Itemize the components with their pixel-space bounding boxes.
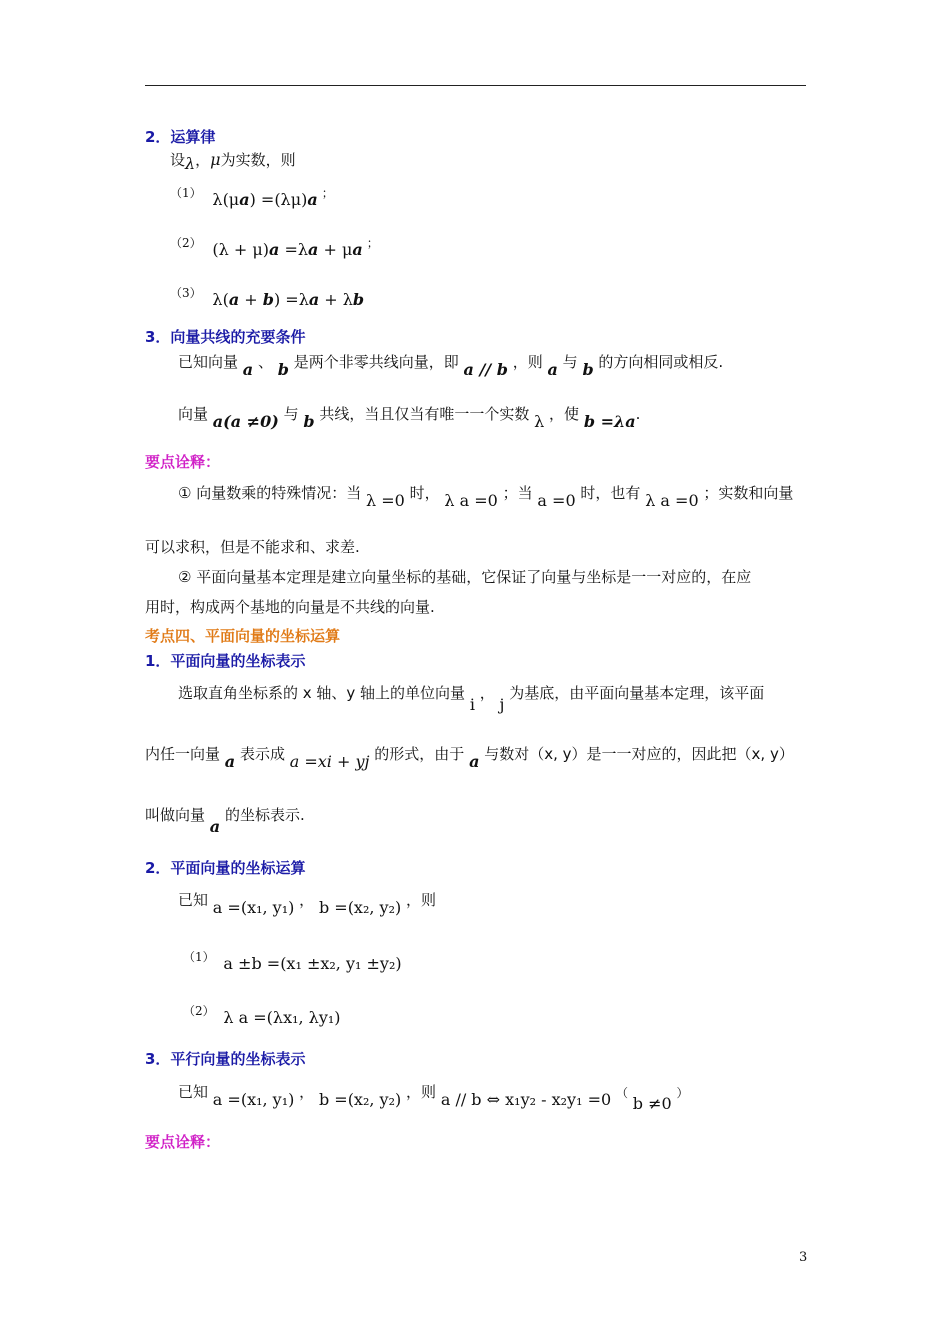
notes1-p1-cont: 可以求积，但是不能求和、求差.	[145, 538, 360, 556]
coord-op-item-2	[183, 1000, 341, 1027]
formula: λ a =0	[645, 491, 699, 510]
text: 向量	[178, 405, 209, 423]
text: 为实数，则	[220, 151, 296, 169]
item-number: （1）	[170, 186, 202, 200]
formula: a ±b =(x₁ ±x₂, y₁ ±y₂)	[223, 954, 402, 973]
formula: λ a =(λx₁, λy₁)	[223, 1008, 341, 1027]
lambda-symbol: λ	[185, 154, 196, 173]
text: ，则	[406, 1083, 437, 1101]
text: （	[615, 1086, 628, 1100]
vector-a: a	[547, 360, 558, 379]
notes1-p2: ② 平面向量基本定理是建立向量坐标的基础，它保证了向量与坐标是一一对应的，在应	[178, 568, 752, 586]
law-item-1	[170, 182, 334, 209]
vector-a: a	[469, 752, 480, 771]
text: 已知向量	[178, 353, 239, 371]
topic-four-title: 考点四、平面向量的坐标运算	[145, 627, 341, 645]
c1-line3	[145, 805, 305, 836]
text: 叫做向量	[145, 806, 206, 824]
text: 与	[283, 405, 299, 423]
formula: a =xi + yj	[289, 752, 370, 771]
coord-op-item-1	[183, 946, 402, 973]
formula: λ(a + b) =λa + λb	[212, 290, 365, 309]
formula-a-nonzero: a(a ≠0)	[212, 412, 279, 431]
lambda-symbol: λ	[534, 412, 545, 431]
text: ，	[299, 1083, 315, 1101]
text: 已知	[178, 1083, 209, 1101]
punctuation: ；	[366, 236, 379, 250]
formula-b-nonzero: b ≠0	[632, 1094, 672, 1113]
s2-intro	[170, 150, 296, 173]
text: ，	[479, 684, 495, 702]
formula: λ =0	[366, 491, 405, 510]
text: 选取直角坐标系的 x 轴、y 轴上的单位向量	[178, 684, 466, 702]
notes-title: 要点诠释：	[145, 453, 221, 471]
notes1-p1	[178, 483, 794, 510]
text: 已知	[178, 891, 209, 909]
notes1-p2-cont: 用时，构成两个基地的向量是不共线的向量.	[145, 598, 435, 616]
section-title-collinear: 3．向量共线的充要条件	[145, 328, 306, 346]
item-number: （2）	[170, 236, 202, 250]
text: ，	[299, 891, 315, 909]
s3-line1	[178, 352, 724, 379]
text: ）	[676, 1086, 689, 1100]
vector-a: a	[242, 360, 254, 379]
text: ；实数和向量	[703, 484, 794, 502]
parallel-condition-formula: a // b ⇔ x₁y₂ - x₂y₁ =0	[440, 1090, 612, 1109]
text: 共线，当且仅当有唯一一个实数	[319, 405, 530, 423]
section-title-coordinate-operations: 2．平面向量的坐标运算	[145, 859, 306, 877]
notes-title-2: 要点诠释：	[145, 1133, 221, 1151]
text: 与数对（x, y）是一一对应的，因此把（x, y）	[484, 745, 794, 763]
law-item-2	[170, 232, 379, 259]
text: 的形式，由于	[374, 745, 465, 763]
formula: (λ + μ)a =λa + μa	[212, 240, 363, 259]
text: 表示成	[239, 745, 285, 763]
text: 内任一向量	[145, 745, 221, 763]
parallel-formula: a // b	[463, 360, 508, 379]
item-number: （2）	[183, 1004, 215, 1018]
text: ，使	[549, 405, 580, 423]
vector-b: b	[277, 360, 289, 379]
text: 与	[562, 353, 578, 371]
law-item-3	[170, 282, 365, 309]
text: .	[635, 405, 641, 423]
text: 是两个非零共线向量，即	[293, 353, 459, 371]
item-number: （1）	[183, 950, 215, 964]
text: ，则	[512, 353, 543, 371]
vector-a: a	[224, 752, 236, 771]
header-rule	[145, 85, 806, 86]
vector-b: b	[303, 412, 315, 431]
section-title-operation-laws: 2．运算律	[145, 128, 216, 146]
text: ① 向量数乘的特殊情况：当	[178, 484, 362, 502]
formula-a-coords: a =(x₁, y₁)	[212, 898, 295, 917]
vector-a: a	[209, 817, 221, 836]
text: 的坐标表示.	[224, 806, 305, 824]
c2-given	[178, 890, 437, 917]
section-title-parallel-coordinates: 3．平行向量的坐标表示	[145, 1050, 306, 1068]
c3-line	[178, 1082, 689, 1113]
text: 时，	[409, 484, 440, 502]
text: 时，也有	[580, 484, 641, 502]
s3-line2	[178, 404, 641, 431]
c1-line2	[145, 744, 794, 771]
mu-symbol: μ	[210, 150, 221, 169]
text: ，则	[406, 891, 437, 909]
unit-vector-j: j	[499, 695, 505, 714]
formula-b-coords: b =(x₂, y₂)	[318, 1090, 402, 1109]
text: 、	[257, 353, 273, 371]
formula-b-lambda-a: b =λa	[583, 412, 636, 431]
text: ；当	[502, 484, 533, 502]
page-number: 3	[799, 1250, 808, 1265]
formula-b-coords: b =(x₂, y₂)	[318, 898, 402, 917]
text: 设	[170, 151, 186, 169]
text: 的方向相同或相反.	[598, 353, 724, 371]
text: 为基底，由平面向量基本定理，该平面	[509, 684, 765, 702]
c1-line1	[178, 683, 765, 714]
formula-a-coords: a =(x₁, y₁)	[212, 1090, 295, 1109]
punctuation: ；	[321, 186, 334, 200]
formula: a =0	[537, 491, 576, 510]
formula: λ a =0	[444, 491, 498, 510]
section-title-coordinate-representation: 1．平面向量的坐标表示	[145, 652, 306, 670]
formula: λ(μa) =(λμ)a	[212, 190, 318, 209]
unit-vector-i: i	[469, 695, 475, 714]
text: ，	[195, 151, 211, 169]
item-number: （3）	[170, 286, 202, 300]
vector-b: b	[582, 360, 594, 379]
